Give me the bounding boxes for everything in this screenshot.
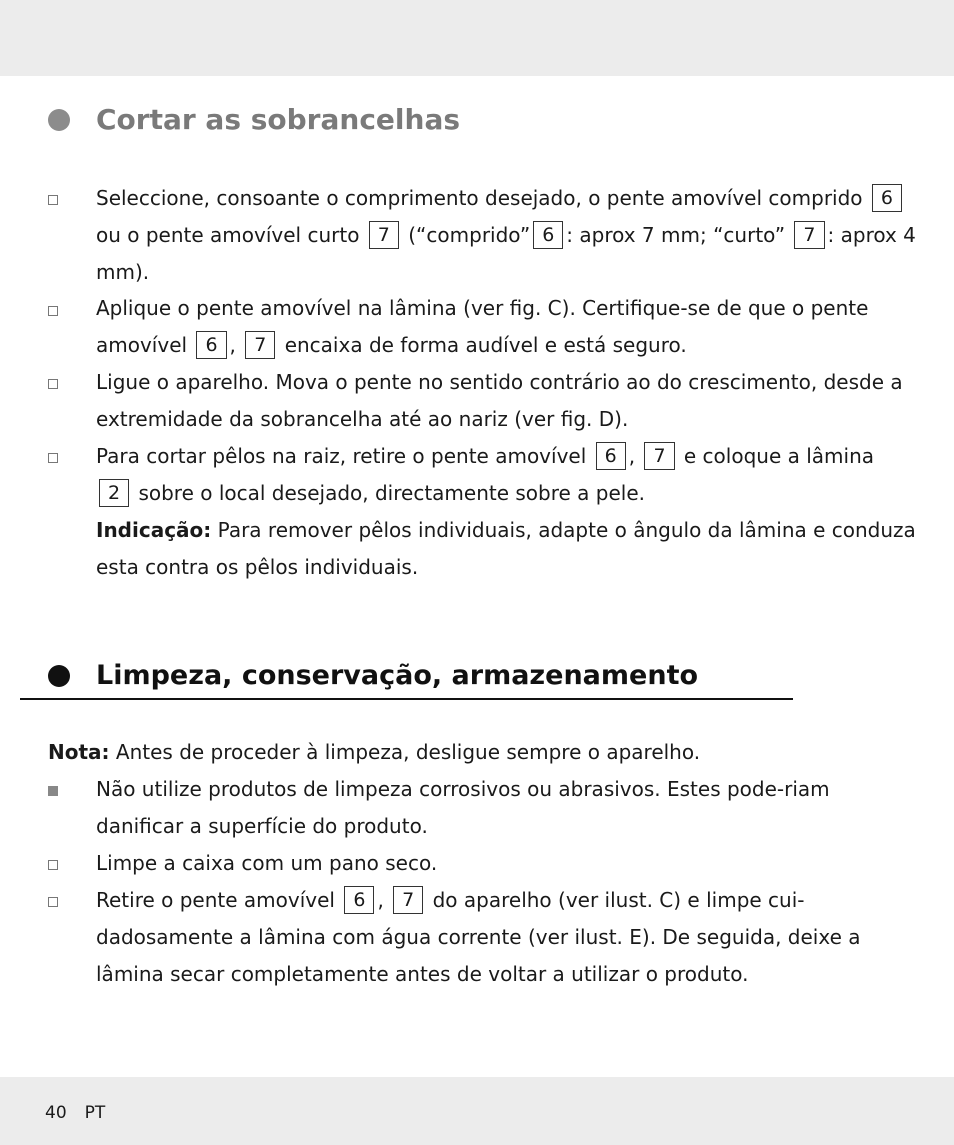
- section-title: Cortar as sobrancelhas: [96, 103, 460, 136]
- part-ref: 6: [596, 442, 626, 470]
- checkbox-bullet-icon: [48, 860, 58, 870]
- heading-bullet-icon: [48, 109, 70, 131]
- heading-bullet-icon: [48, 665, 70, 687]
- note-label: Indicação:: [96, 518, 212, 542]
- page-number: 40: [45, 1103, 67, 1123]
- language-code: PT: [84, 1103, 106, 1123]
- checkbox-bullet-icon: [48, 897, 58, 907]
- list-item: Não utilize produtos de limpeza corrosivos ou abrasivos. Estes pode-riam danificar a superfície do produto.: [96, 777, 830, 838]
- part-ref: 6: [533, 221, 563, 249]
- checkbox-bullet-icon: [48, 379, 58, 389]
- part-ref: 6: [872, 184, 902, 212]
- heading-underline: [20, 698, 793, 700]
- part-ref: 7: [369, 221, 399, 249]
- part-ref: 2: [99, 479, 129, 507]
- list-item: Para cortar pêlos na raiz, retire o pente amovível 6 , 7 e coloque a lâmina 2 sobre o local desejado, directamente sobre a pele. Indicação: Para remover pêlos individuais, adapte o ângulo da lâmina e conduza esta contra os pêlos individuais.: [96, 444, 916, 579]
- list-item: Ligue o aparelho. Mova o pente no sentido contrário ao do crescimento, desde a extremidade da sobrancelha até ao nariz (ver fig. D).: [96, 370, 903, 431]
- note-label: Nota:: [48, 740, 110, 764]
- part-ref: 6: [344, 886, 374, 914]
- footer-band: [0, 1077, 954, 1145]
- part-ref: 7: [644, 442, 674, 470]
- square-bullet-icon: [48, 786, 58, 796]
- part-ref: 6: [196, 331, 226, 359]
- list-item: Limpe a caixa com um pano seco.: [96, 851, 438, 875]
- page-footer: [45, 1098, 123, 1128]
- header-band: [0, 0, 954, 76]
- note-paragraph: Nota: Antes de proceder à limpeza, desligue sempre o aparelho.: [48, 740, 701, 764]
- list-item: Seleccione, consoante o comprimento desejado, o pente amovível comprido 6 ou o pente amovível curto 7 (“comprido” 6 : aprox 7 mm; “curto” 7 : aprox 4 mm).: [96, 186, 916, 284]
- checkbox-bullet-icon: [48, 453, 58, 463]
- list-item: Retire o pente amovível 6 , 7 do aparelho (ver ilust. C) e limpe cui-dadosamente a lâmina com água corrente (ver ilust. E). De seguida, deixe a lâmina secar completamente antes de voltar a utilizar o produto.: [96, 888, 861, 986]
- checkbox-bullet-icon: [48, 306, 58, 316]
- section-title: Limpeza, conservação, armazenamento: [96, 660, 699, 691]
- checkbox-bullet-icon: [48, 195, 58, 205]
- part-ref: 7: [245, 331, 275, 359]
- list-item: Aplique o pente amovível na lâmina (ver fig. C). Certifique-se de que o pente amovível 6 , 7 encaixa de forma audível e está seguro.: [96, 296, 869, 357]
- part-ref: 7: [393, 886, 423, 914]
- part-ref: 7: [794, 221, 824, 249]
